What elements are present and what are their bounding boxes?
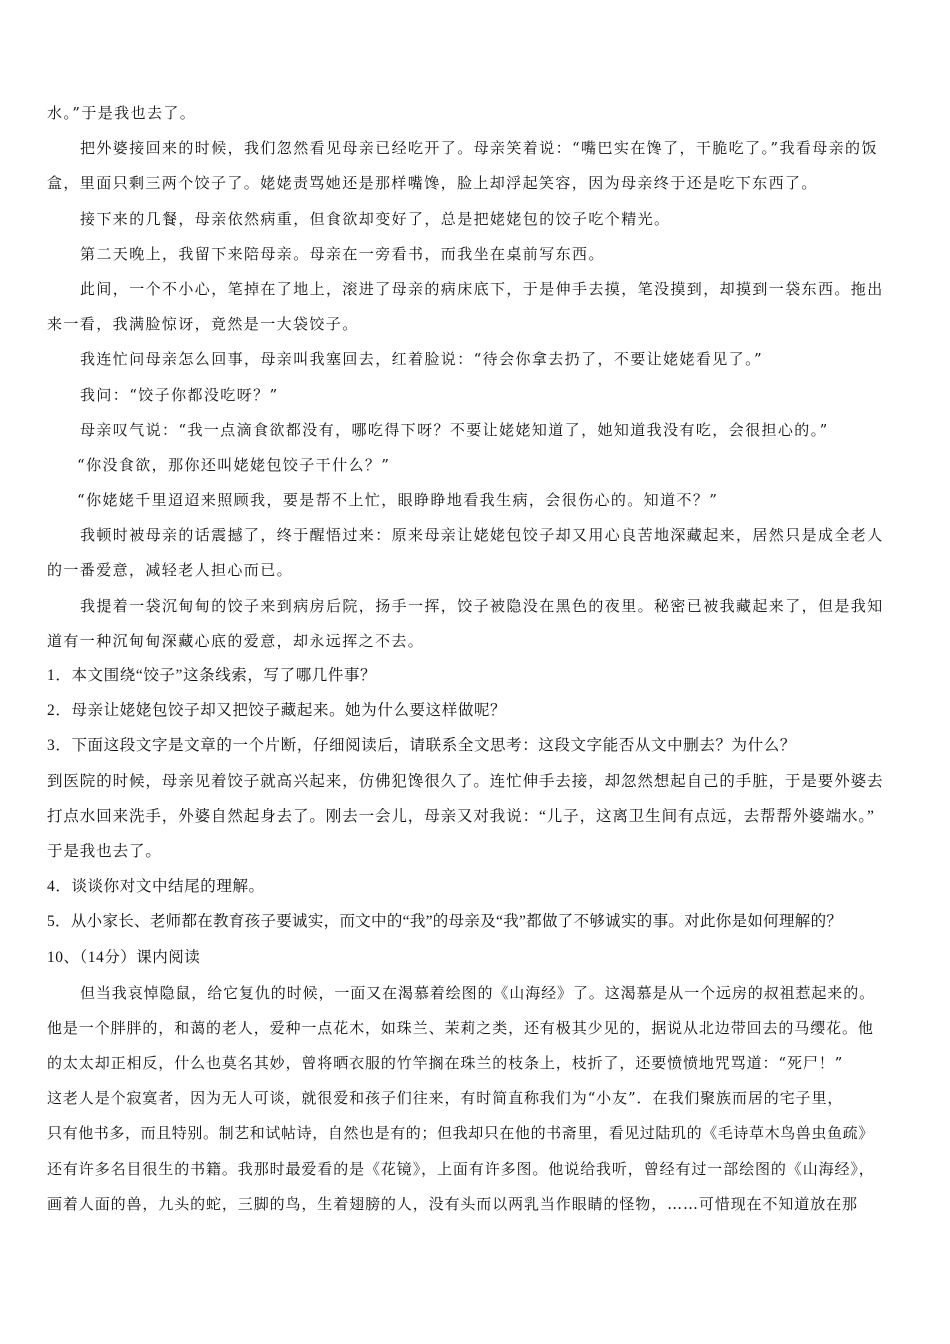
section-10-line: 画着人面的兽，九头的蛇，三脚的鸟，生着翅膀的人，没有头而以两乳当作眼睛的怪物，……可惜现在不知道放在那	[47, 1194, 858, 1213]
passage-line: 接下来的几餐，母亲依然病重，但食欲却变好了，总是把姥姥包的饺子吃个精光。	[80, 209, 671, 228]
section-10	[47, 946, 909, 1228]
section-10-header: 10、（14分）课内阅读	[47, 948, 201, 966]
passage-line: 盒，里面只剩三两个饺子了。姥姥责骂她还是那样嘴馋，脸上却浮起笑容，因为母亲终于还是吃下东西了。	[47, 174, 818, 193]
section-10-line: 还有许多名目很生的书籍。我那时最爱看的是《花镜》，上面有许多图。他说给我听，曾经有过一部绘图的《山海经》，	[47, 1159, 875, 1178]
fragment-line: 于是我也去了。	[47, 842, 162, 860]
section-10-line: 他是一个胖胖的，和蔼的老人，爱种一点花木，如珠兰、茉莉之类，还有极其少见的，据说从北边带回去的马缨花。他	[47, 1018, 874, 1037]
fragment-line: 到医院的时候，母亲见着饺子就高兴起来，仿佛犯馋很久了。连忙伸手去接，却忽然想起自己的手脏，于是要外婆去	[47, 772, 884, 790]
fragment-line: 打点水回来洗手，外婆自然起身去了。刚去一会儿，母亲又对我说：“儿子，这离卫生间有点远，去帮帮外婆端水。”	[47, 807, 875, 825]
document-page	[47, 101, 909, 1227]
passage-line: 母亲叹气说：“我一点滴食欲都没有，哪吃得下呀？不要让姥姥知道了，她知道我没有吃，会很担心的。”	[80, 420, 829, 439]
passage-line: “你姥姥千里迢迢来照顾我，要是帮不上忙，眼睁睁地看我生病，会很伤心的。知道不？”	[77, 491, 719, 510]
passage-line: 我连忙问母亲怎么回事，母亲叫我塞回去，红着脸说：“待会你拿去扔了，不要让姥姥看见了。”	[80, 350, 764, 369]
section-10-line: 的太太却正相反，什么也莫名其妙，曾将晒衣服的竹竿搁在珠兰的枝条上，枝折了，还要愤愤地咒骂道：“死尸！”	[47, 1054, 844, 1073]
section-10-line: 这老人是个寂寞者，因为无人可谈，就很爱和孩子们往来，有时简直称我们为“小友”．在我们聚族而居的宅子里，	[47, 1089, 844, 1108]
passage-line: 水。”于是我也去了。	[47, 104, 197, 122]
passage-line: 道有一种沉甸甸深藏心底的爱意，却永远挥之不去。	[47, 631, 425, 650]
passage-line: 来一看，我满脸惊讶，竟然是一大袋饺子。	[47, 315, 359, 334]
passage-line: 我问：“饺子你都没吃呀？”	[80, 385, 279, 404]
passage-line: 此间，一个不小心，笔掉在了地上，滚进了母亲的病床底下，于是伸手去摸，笔没摸到，却摸到一袋东西。拖出	[80, 279, 884, 298]
section-10-line: 但当我哀悼隐鼠，给它复仇的时候，一面又在渴慕着绘图的《山海经》了。这渴慕是从一个远房的叔祖惹起来的。	[80, 983, 876, 1002]
question-1: 1．本文围绕“饺子”这条线索，写了哪几件事？	[47, 667, 377, 684]
passage-dumplings	[47, 101, 909, 664]
question-2: 2．母亲让姥姥包饺子却又把饺子藏起来。她为什么要这样做呢？	[47, 702, 507, 720]
passage-line: “你没食欲，那你还叫姥姥包饺子干什么？”	[77, 455, 391, 474]
question-list	[47, 664, 909, 946]
passage-line: 我顿时被母亲的话震撼了，终于醒悟过来：原来母亲让姥姥包饺子却又用心良苦地深藏起来，居然只是成全老人	[80, 526, 884, 545]
question-4: 4．谈谈你对文中结尾的理解。	[47, 878, 265, 896]
question-3: 3．下面这段文字是文章的一个片断，仔细阅读后，请联系全文思考：这段文字能否从文中删去？为什么？	[47, 737, 796, 755]
passage-line: 把外婆接回来的时候，我们忽然看见母亲已经吃开了。母亲笑着说：“嘴巴实在馋了，干脆吃了。”我看母亲的饭	[80, 139, 878, 158]
passage-line: 我提着一袋沉甸甸的饺子来到病房后院，扬手一挥，饺子被隐没在黑色的夜里。秘密已被我藏起来了，但是我知	[80, 596, 884, 615]
question-3-fragment	[47, 770, 909, 876]
section-10-line: 只有他书多，而且特别。制艺和试帖诗，自然也是有的；但我却只在他的书斋里，看见过陆玑的《毛诗草木鸟兽虫鱼疏》	[47, 1124, 874, 1143]
question-5: 5．从小家长、老师都在教育孩子要诚实，而文中的“我”的母亲及“我”都做了不够诚实的事。对此你是如何理解的？	[47, 913, 843, 931]
passage-line: 的一番爱意，减轻老人担心而已。	[47, 561, 294, 580]
passage-line: 第二天晚上，我留下来陪母亲。母亲在一旁看书，而我坐在桌前写东西。	[80, 244, 605, 263]
